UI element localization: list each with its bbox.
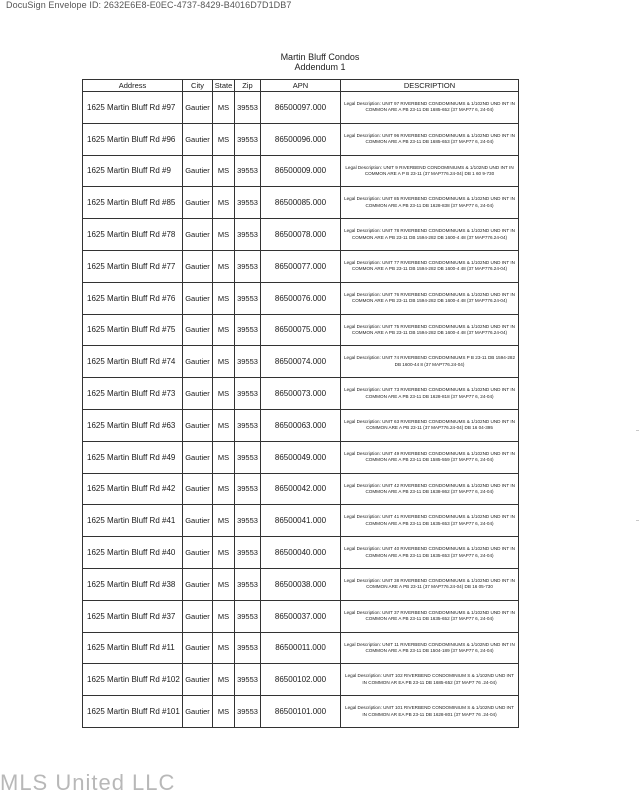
zip-cell: 39553: [235, 696, 261, 728]
description-cell: Legal Description: UNIT 102 RIVERBEND CONDOMINIUM S & 1/102ND UND INT IN COMMON AR EA PB 23-11 DB 1685-652 (37 MAP7 76 .24-04): [341, 664, 519, 696]
state-cell: MS: [213, 632, 235, 664]
state-cell: MS: [213, 187, 235, 219]
state-cell: MS: [213, 537, 235, 569]
zip-cell: 39553: [235, 250, 261, 282]
state-cell: MS: [213, 600, 235, 632]
zip-cell: 39553: [235, 632, 261, 664]
apn-cell: 86500102.000: [261, 664, 341, 696]
apn-cell: 86500074.000: [261, 346, 341, 378]
docusign-envelope-id: DocuSign Envelope ID: 2632E6E8-E0EC-4737-8429-B4016D7D1DB7: [6, 0, 292, 10]
table-row: [83, 155, 519, 187]
apn-cell: 86500042.000: [261, 473, 341, 505]
description-cell: Legal Description: UNIT 76 RIVERBEND CONDOMINIUMS & 1/102ND UND INT IN COMMON ARE A PB 23-11 DB 1594-282 DB 1600-4 48 (37 MAP776.24-04): [341, 282, 519, 314]
address-cell: 1625 Martin Bluff Rd #102: [83, 664, 183, 696]
description-cell: Legal Description: UNIT 97 RIVERBEND CONDOMINIUMS & 1/102ND UND INT IN COMMON ARE A PB 23-11 DB 1685-652 (37 MAP77 6, 24-04): [341, 92, 519, 124]
apn-cell: 86500073.000: [261, 378, 341, 410]
apn-cell: 86500037.000: [261, 600, 341, 632]
description-cell: Legal Description: UNIT 85 RIVERBEND CONDOMINIUMS & 1/102ND UND INT IN COMMON ARE A PB 23-11 DB 1628-838 (37 MAP77 6, 24-04): [341, 187, 519, 219]
apn-cell: 86500076.000: [261, 282, 341, 314]
address-cell: 1625 Martin Bluff Rd #9: [83, 155, 183, 187]
address-cell: 1625 Martin Bluff Rd #49: [83, 441, 183, 473]
city-cell: Gautier: [183, 187, 213, 219]
zip-cell: 39553: [235, 600, 261, 632]
state-cell: MS: [213, 250, 235, 282]
table-row: [83, 314, 519, 346]
city-cell: Gautier: [183, 568, 213, 600]
state-cell: MS: [213, 568, 235, 600]
table-row: [83, 696, 519, 728]
state-cell: MS: [213, 346, 235, 378]
table-row: [83, 250, 519, 282]
zip-cell: 39553: [235, 378, 261, 410]
zip-cell: 39553: [235, 92, 261, 124]
description-cell: Legal Description: UNIT 75 RIVERBEND CONDOMINIUMS & 1/102ND UND INT IN COMMON ARE A PB 23-11 DB 1594-282 DB 1600-4 48 (37 MAP776.24-04): [341, 314, 519, 346]
city-cell: Gautier: [183, 409, 213, 441]
state-cell: MS: [213, 92, 235, 124]
apn-cell: 86500077.000: [261, 250, 341, 282]
zip-cell: 39553: [235, 441, 261, 473]
apn-cell: 86500038.000: [261, 568, 341, 600]
table-row: [83, 664, 519, 696]
description-cell: Legal Description: UNIT 38 RIVERBEND CONDOMINIUMS & 1/102ND UND INT IN COMMON ARE A PB 23-11 (37 MAP776.24-04) DB 16 05-730: [341, 568, 519, 600]
address-cell: 1625 Martin Bluff Rd #85: [83, 187, 183, 219]
table-row: [83, 378, 519, 410]
scan-mark: [636, 520, 639, 521]
description-cell: Legal Description: UNIT 73 RIVERBEND CONDOMINIUMS & 1/102ND UND INT IN COMMON ARE A PB 23-11 DB 1628-818 (37 MAP77 6, 24-04): [341, 378, 519, 410]
address-cell: 1625 Martin Bluff Rd #41: [83, 505, 183, 537]
city-cell: Gautier: [183, 537, 213, 569]
address-cell: 1625 Martin Bluff Rd #63: [83, 409, 183, 441]
address-cell: 1625 Martin Bluff Rd #42: [83, 473, 183, 505]
address-cell: 1625 Martin Bluff Rd #76: [83, 282, 183, 314]
description-cell: Legal Description: UNIT 40 RIVERBEND CONDOMINIUMS & 1/102ND UND INT IN COMMON ARE A PB 23-11 DB 1635-653 (37 MAP77 6, 24-04): [341, 537, 519, 569]
description-cell: Legal Description: UNIT 63 RIVERBEND CONDOMINIUMS & 1/102ND UND INT IN COMMON ARE A PB 23-11 (37 MAP776.24-04) DB 16 04-395: [341, 409, 519, 441]
address-cell: 1625 Martin Bluff Rd #101: [83, 696, 183, 728]
address-cell: 1625 Martin Bluff Rd #40: [83, 537, 183, 569]
address-cell: 1625 Martin Bluff Rd #78: [83, 219, 183, 251]
city-cell: Gautier: [183, 600, 213, 632]
apn-cell: 86500011.000: [261, 632, 341, 664]
state-cell: MS: [213, 409, 235, 441]
city-cell: Gautier: [183, 346, 213, 378]
city-cell: Gautier: [183, 250, 213, 282]
table-row: [83, 123, 519, 155]
address-cell: 1625 Martin Bluff Rd #11: [83, 632, 183, 664]
state-cell: MS: [213, 505, 235, 537]
table-row: [83, 600, 519, 632]
zip-cell: 39553: [235, 505, 261, 537]
description-cell: Legal Description: UNIT 78 RIVERBEND CONDOMINIUMS & 1/102ND UND INT IN COMMON ARE A PB 23-11 DB 1594-282 DB 1600-4 48 (37 MAP776.24-04): [341, 219, 519, 251]
state-cell: MS: [213, 664, 235, 696]
column-header-city: City: [183, 80, 213, 92]
state-cell: MS: [213, 441, 235, 473]
apn-cell: 86500063.000: [261, 409, 341, 441]
apn-cell: 86500049.000: [261, 441, 341, 473]
apn-cell: 86500009.000: [261, 155, 341, 187]
column-header-zip: Zip: [235, 80, 261, 92]
description-cell: Legal Description: UNIT 49 RIVERBEND CONDOMINIUMS & 1/102ND UND INT IN COMMON ARE A PB 23-11 DB 1585-559 (37 MAP77 6, 24-04): [341, 441, 519, 473]
table-row: [83, 346, 519, 378]
city-cell: Gautier: [183, 219, 213, 251]
apn-cell: 86500101.000: [261, 696, 341, 728]
table-row: [83, 537, 519, 569]
city-cell: Gautier: [183, 473, 213, 505]
property-table: [82, 79, 519, 728]
description-cell: Legal Description: UNIT 101 RIVERBEND CONDOMINIUM S & 1/102ND UND INT IN COMMON AR EA PB 23-11 DB 1628-801 (37 MAP7 76 .24-04): [341, 696, 519, 728]
table-header-row: [83, 80, 519, 92]
description-cell: Legal Description: UNIT 74 RIVERBEND CONDOMINIUMS P B 23-11 DB 1594-282 DB 1600-44 8 (37 MAP776.24-04): [341, 346, 519, 378]
apn-cell: 86500075.000: [261, 314, 341, 346]
city-cell: Gautier: [183, 441, 213, 473]
city-cell: Gautier: [183, 632, 213, 664]
city-cell: Gautier: [183, 123, 213, 155]
table-row: [83, 409, 519, 441]
description-cell: Legal Description: UNIT 41 RIVERBEND CONDOMINIUMS & 1/102ND UND INT IN COMMON ARE A PB 23-11 DB 1635-653 (37 MAP77 6, 24-04): [341, 505, 519, 537]
table-row: [83, 92, 519, 124]
address-cell: 1625 Martin Bluff Rd #37: [83, 600, 183, 632]
city-cell: Gautier: [183, 92, 213, 124]
table-row: [83, 568, 519, 600]
state-cell: MS: [213, 282, 235, 314]
city-cell: Gautier: [183, 155, 213, 187]
state-cell: MS: [213, 123, 235, 155]
city-cell: Gautier: [183, 696, 213, 728]
address-cell: 1625 Martin Bluff Rd #74: [83, 346, 183, 378]
description-cell: Legal Description: UNIT 42 RIVERBEND CONDOMINIUMS & 1/102ND UND INT IN COMMON ARE A PB 23-11 DB 1638-862 (37 MAP77 6, 24-04): [341, 473, 519, 505]
zip-cell: 39553: [235, 409, 261, 441]
state-cell: MS: [213, 473, 235, 505]
apn-cell: 86500097.000: [261, 92, 341, 124]
state-cell: MS: [213, 314, 235, 346]
address-cell: 1625 Martin Bluff Rd #75: [83, 314, 183, 346]
state-cell: MS: [213, 219, 235, 251]
state-cell: MS: [213, 155, 235, 187]
address-cell: 1625 Martin Bluff Rd #77: [83, 250, 183, 282]
table-row: [83, 282, 519, 314]
description-cell: Legal Description: UNIT 77 RIVERBEND CONDOMINIUMS & 1/102ND UND INT IN COMMON ARE A PB 23-11 DB 1594-282 DB 1600-4 48 (37 MAP776.24-04): [341, 250, 519, 282]
zip-cell: 39553: [235, 664, 261, 696]
zip-cell: 39553: [235, 155, 261, 187]
city-cell: Gautier: [183, 505, 213, 537]
address-cell: 1625 Martin Bluff Rd #96: [83, 123, 183, 155]
zip-cell: 39553: [235, 187, 261, 219]
zip-cell: 39553: [235, 537, 261, 569]
address-cell: 1625 Martin Bluff Rd #38: [83, 568, 183, 600]
state-cell: MS: [213, 696, 235, 728]
table-row: [83, 187, 519, 219]
apn-cell: 86500041.000: [261, 505, 341, 537]
column-header-description: DESCRIPTION: [341, 80, 519, 92]
zip-cell: 39553: [235, 123, 261, 155]
address-cell: 1625 Martin Bluff Rd #73: [83, 378, 183, 410]
document-subtitle: Addendum 1: [294, 62, 346, 72]
city-cell: Gautier: [183, 664, 213, 696]
zip-cell: 39553: [235, 473, 261, 505]
table-row: [83, 441, 519, 473]
document-title: Martin Bluff Condos: [280, 52, 360, 62]
table-row: [83, 632, 519, 664]
address-cell: 1625 Martin Bluff Rd #97: [83, 92, 183, 124]
zip-cell: 39553: [235, 568, 261, 600]
zip-cell: 39553: [235, 282, 261, 314]
description-cell: Legal Description: UNIT 9 RIVERBEND CONDOMINIUMS & 1/102ND UND INT IN COMMON ARE A P B 23-11 (37 MAP776.24-04) DB 1 60 9-730: [341, 155, 519, 187]
mls-watermark: MLS United LLC: [0, 770, 176, 795]
description-cell: Legal Description: UNIT 37 RIVERBEND CONDOMINIUMS & 1/102ND UND INT IN COMMON ARE A PB 23-11 DB 1635-652 (37 MAP77 6, 24-04): [341, 600, 519, 632]
apn-cell: 86500078.000: [261, 219, 341, 251]
city-cell: Gautier: [183, 314, 213, 346]
apn-cell: 86500040.000: [261, 537, 341, 569]
zip-cell: 39553: [235, 346, 261, 378]
zip-cell: 39553: [235, 219, 261, 251]
zip-cell: 39553: [235, 314, 261, 346]
description-cell: Legal Description: UNIT 96 RIVERBEND CONDOMINIUMS & 1/102ND UND INT IN COMMON ARE A PB 23-11 DB 1685-653 (37 MAP77 6, 24-04): [341, 123, 519, 155]
apn-cell: 86500085.000: [261, 187, 341, 219]
description-cell: Legal Description: UNIT 11 RIVERBEND CONDOMINIUMS & 1/102ND UND INT IN COMMON ARE A PB 23-11 DB 1504-189 (37 MAP77 6, 24-04): [341, 632, 519, 664]
scan-mark: [636, 430, 639, 431]
city-cell: Gautier: [183, 282, 213, 314]
column-header-apn: APN: [261, 80, 341, 92]
table-row: [83, 219, 519, 251]
apn-cell: 86500096.000: [261, 123, 341, 155]
city-cell: Gautier: [183, 378, 213, 410]
table-row: [83, 473, 519, 505]
column-header-address: Address: [83, 80, 183, 92]
column-header-state: State: [213, 80, 235, 92]
state-cell: MS: [213, 378, 235, 410]
table-row: [83, 505, 519, 537]
